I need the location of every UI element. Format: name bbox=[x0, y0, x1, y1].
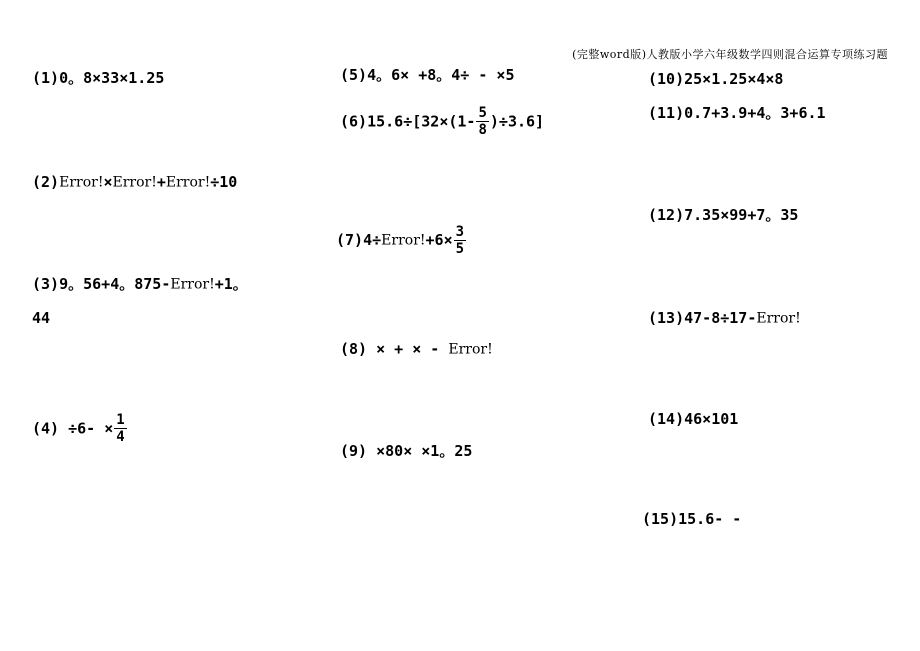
document-header: (完整word版)人教版小学六年级数学四则混合运算专项练习题 bbox=[572, 48, 888, 61]
problem-6-text-b: )÷3.6] bbox=[489, 112, 545, 131]
fraction-denominator: 4 bbox=[116, 429, 125, 445]
problem-15: (15)15.6- - bbox=[642, 510, 742, 528]
error-placeholder: Error! bbox=[448, 341, 493, 358]
problem-4-fraction bbox=[114, 412, 126, 445]
problem-9: (9) ×80× ×1。25 bbox=[340, 442, 473, 460]
problem-2: (2)Error!×Error!+Error!÷10 bbox=[32, 173, 238, 191]
fraction-numerator: 3 bbox=[455, 224, 465, 240]
error-placeholder: Error! bbox=[165, 174, 211, 191]
fraction-numerator: 1 bbox=[116, 412, 125, 428]
problem-4 bbox=[32, 412, 128, 445]
problem-7-text: (7)4÷Error!+6× bbox=[336, 231, 453, 250]
error-placeholder: Error! bbox=[381, 232, 426, 249]
error-placeholder: Error! bbox=[170, 276, 215, 293]
problem-10: (10)25×1.25×4×8 bbox=[648, 70, 784, 88]
problem-13: (13)47-8÷17-Error! bbox=[648, 309, 801, 327]
problem-7 bbox=[336, 224, 467, 257]
problem-3-continued: 44 bbox=[32, 309, 51, 327]
problem-14: (14)46×101 bbox=[648, 410, 739, 428]
problem-6-text-a: (6)15.6÷[32×(1- bbox=[340, 112, 476, 131]
fraction-denominator: 5 bbox=[455, 241, 465, 257]
problem-6-fraction bbox=[476, 105, 488, 138]
problem-5: (5)4。6× +8。4÷ - ×5 bbox=[340, 66, 515, 84]
problem-6 bbox=[340, 105, 544, 138]
problem-4-text: (4) ÷6- × bbox=[32, 419, 114, 438]
problem-3: (3)9。56+4。875-Error!+1。 bbox=[32, 275, 248, 293]
problem-8: (8) × + × - Error! bbox=[340, 340, 493, 358]
error-placeholder: Error! bbox=[112, 174, 157, 191]
error-placeholder: Error! bbox=[59, 174, 104, 191]
problem-12: (12)7.35×99+7。35 bbox=[648, 206, 799, 224]
fraction-denominator: 8 bbox=[478, 122, 487, 138]
error-placeholder: Error! bbox=[756, 310, 801, 327]
problem-7-fraction bbox=[454, 224, 466, 257]
fraction-numerator: 5 bbox=[478, 105, 487, 121]
problem-11: (11)0.7+3.9+4。3+6.1 bbox=[648, 104, 826, 122]
problem-1: (1)0。8×33×1.25 bbox=[32, 69, 165, 87]
